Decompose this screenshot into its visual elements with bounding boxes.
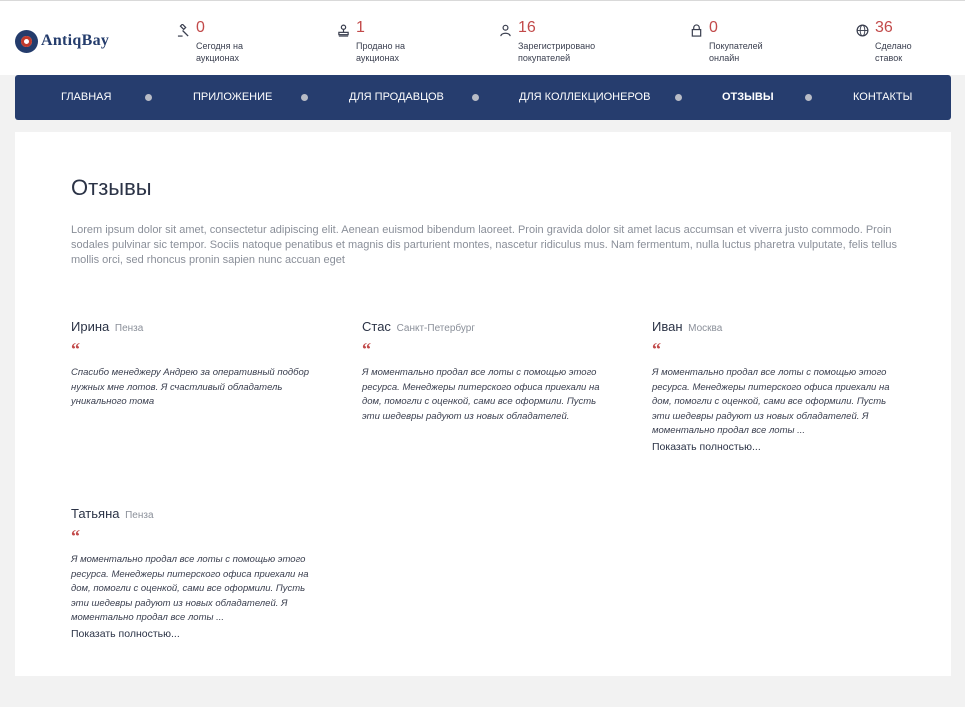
- logo-emblem: [15, 30, 38, 53]
- review-card: [652, 319, 892, 459]
- logo-text: AntiqBay: [41, 32, 110, 49]
- user-icon: [499, 24, 512, 37]
- stat-value: 0: [709, 19, 718, 36]
- review-text: Я моментально продал все лоты с помощью этого ресурса. Менеджеры питерского офиса приехали на дом, помогли с оценкой, сами все оформили. Пусть эти шедевры радуют из новых обладателей. Я моментально продал все лоты ...: [71, 554, 309, 623]
- reviewer-city: Санкт-Петербург: [396, 323, 475, 334]
- nav-separator: [301, 94, 308, 101]
- quote-icon: “: [362, 339, 371, 359]
- review-text: Спасибо менеджеру Андрею за оперативный подбор нужных мне лотов. Я счастливый обладатель уникального тома: [71, 367, 310, 407]
- nav-item-reviews[interactable]: ОТЗЫВЫ: [722, 91, 774, 103]
- nav-separator: [145, 94, 152, 101]
- review-header: [71, 506, 311, 521]
- nav-item-sellers[interactable]: ДЛЯ ПРОДАВЦОВ: [349, 91, 444, 103]
- review-card: [71, 319, 311, 419]
- review-text: Я моментально продал все лоты с помощью этого ресурса. Менеджеры питерского офиса приехали на дом, помогли с оценкой, сами все оформили. Пусть эти шедевры радуют из новых обладателей.: [362, 367, 600, 422]
- stat-label: Продано на аукционах: [356, 41, 405, 63]
- reviews-panel: [15, 132, 951, 676]
- stat-label: Покупателей онлайн: [709, 41, 763, 63]
- show-more-link[interactable]: Показать полностью...: [71, 628, 180, 640]
- stat-value: 0: [196, 19, 205, 36]
- nav-separator: [805, 94, 812, 101]
- reviewer-name: Ирина: [71, 319, 110, 334]
- globe-icon: [856, 24, 869, 37]
- main-nav: [15, 75, 951, 120]
- stat-value: 36: [875, 19, 893, 36]
- nav-item-collectors[interactable]: ДЛЯ КОЛЛЕКЦИОНЕРОВ: [519, 91, 651, 103]
- nav-item-contacts[interactable]: КОНТАКТЫ: [853, 91, 913, 103]
- review-header: [652, 319, 892, 334]
- stat-label: Зарегистрировано покупателей: [518, 41, 596, 63]
- quote-icon: “: [652, 339, 661, 359]
- stat-value: 16: [518, 19, 536, 36]
- nav-item-app[interactable]: ПРИЛОЖЕНИЕ: [193, 91, 273, 103]
- reviewer-name: Татьяна: [71, 506, 120, 521]
- reviewer-name: Стас: [362, 319, 391, 334]
- reviewer-city: Москва: [688, 323, 723, 334]
- stat-value: 1: [356, 19, 365, 36]
- lock-icon: [690, 24, 703, 37]
- review-header: [71, 319, 311, 334]
- stat-label: Сегодня на аукционах: [196, 41, 243, 63]
- show-more-link[interactable]: Показать полностью...: [652, 441, 761, 453]
- review-header: [362, 319, 602, 334]
- reviewer-city: Пенза: [114, 323, 144, 334]
- review-text: Я моментально продал все лоты с помощью этого ресурса. Менеджеры питерского офиса приехали на дом, помогли с оценкой, сами все оформили. Пусть эти шедевры радуют из новых обладателей. Я моментально продал все лоты ...: [652, 367, 890, 436]
- reviewer-name: Иван: [652, 319, 683, 334]
- stamp-icon: [337, 24, 350, 37]
- review-card: [71, 506, 311, 646]
- reviewer-city: Пенза: [125, 510, 154, 521]
- gavel-icon: [177, 24, 190, 37]
- nav-item-home[interactable]: ГЛАВНАЯ: [61, 91, 112, 103]
- quote-icon: “: [71, 339, 80, 359]
- intro-text: Lorem ipsum dolor sit amet, consectetur adipiscing elit. Aenean euismod bibendum laoreet. Proin gravida dolor sit amet lacus accumsan et viverra justo commodo. Proin sodales pulvinar sic tempor. Sociis natoque penatibus et magnis dis parturient montes, nascetur ridiculus mus. Nam fermentum, nulla luctus pharetra vulputate, felis tellus mollis orci, sed rhoncus pronin sapien nunc accuan eget: [71, 224, 898, 266]
- page-title: Отзывы: [71, 175, 152, 200]
- quote-icon: “: [71, 526, 80, 546]
- review-card: [362, 319, 602, 439]
- site-header: [0, 0, 965, 75]
- nav-separator: [675, 94, 682, 101]
- stat-label: Сделано ставок: [875, 41, 912, 63]
- site-logo[interactable]: [15, 28, 109, 54]
- nav-separator: [472, 94, 479, 101]
